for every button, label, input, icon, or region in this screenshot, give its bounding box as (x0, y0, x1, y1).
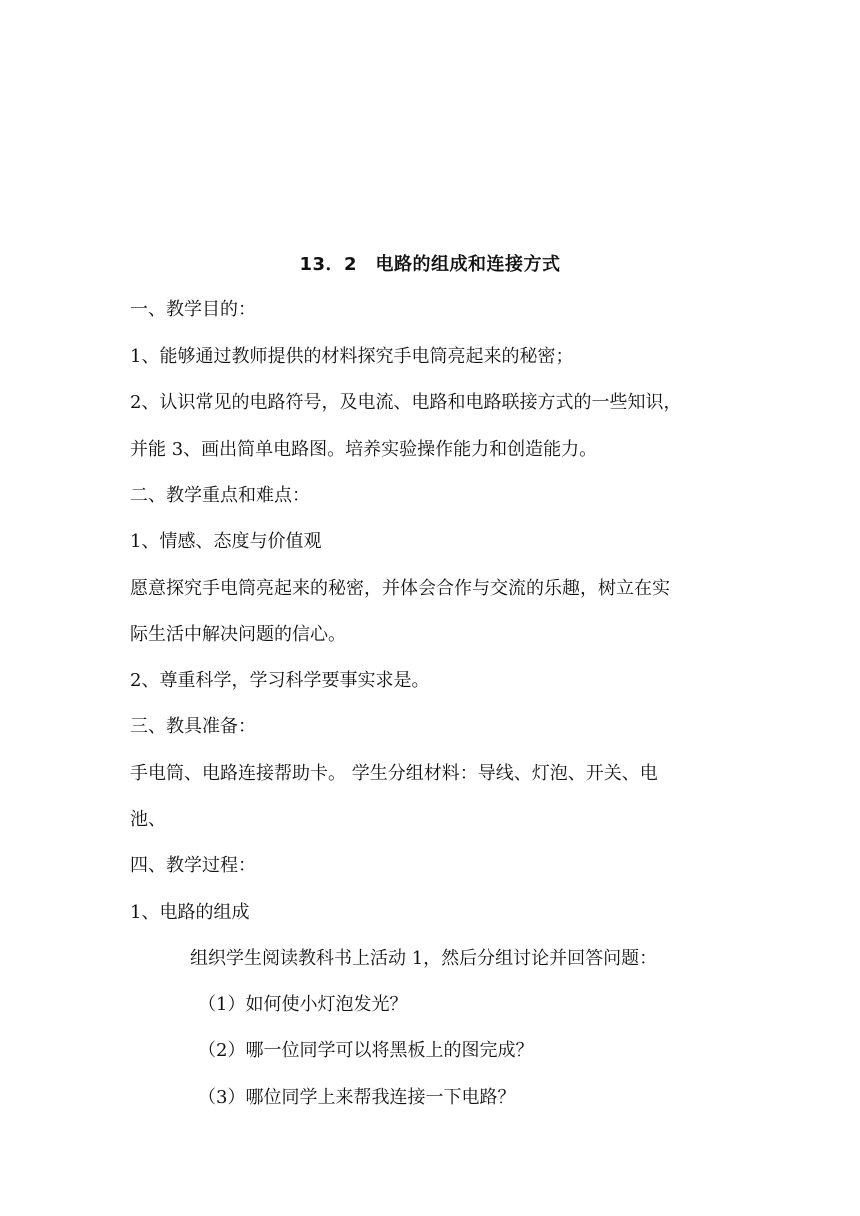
paragraph-line: 1、情感、态度与价值观 (130, 531, 322, 552)
paragraph-line: 1、电路的组成 (130, 902, 250, 923)
paragraph-line: 愿意探究手电筒亮起来的秘密，并体会合作与交流的乐趣，树立在实 (130, 578, 670, 599)
question-line: （3）哪位同学上来帮我连接一下电路？ (198, 1087, 516, 1108)
paragraph-line: 组织学生阅读教科书上活动 1，然后分组讨论并回答问题： (190, 948, 658, 969)
paragraph-line: 2、尊重科学，学习科学要事实求是。 (130, 670, 430, 691)
document-title: 13．2 电路的组成和连接方式 (299, 254, 561, 275)
paragraph-line: 1、能够通过教师提供的材料探究手电筒亮起来的秘密； (130, 346, 574, 367)
section-heading-key-points: 二、教学重点和难点： (130, 485, 310, 506)
section-heading-process: 四、教学过程： (130, 855, 256, 876)
question-line: （1）如何使小灯泡发光？ (198, 994, 408, 1015)
paragraph-line: 池、 (130, 809, 166, 830)
paragraph-line: 并能 3、画出简单电路图。培养实验操作能力和创造能力。 (130, 439, 598, 460)
paragraph-line: 手电筒、电路连接帮助卡。 学生分组材料：导线、灯泡、开关、电 (130, 763, 658, 784)
paragraph-line: 2、认识常见的电路符号，及电流、电路和电路联接方式的一些知识， (130, 392, 682, 413)
section-heading-objectives: 一、教学目的： (130, 299, 256, 320)
paragraph-line: 际生活中解决问题的信心。 (130, 624, 346, 645)
question-line: （2）哪一位同学可以将黑板上的图完成？ (198, 1040, 534, 1061)
section-heading-materials: 三、教具准备： (130, 716, 256, 737)
